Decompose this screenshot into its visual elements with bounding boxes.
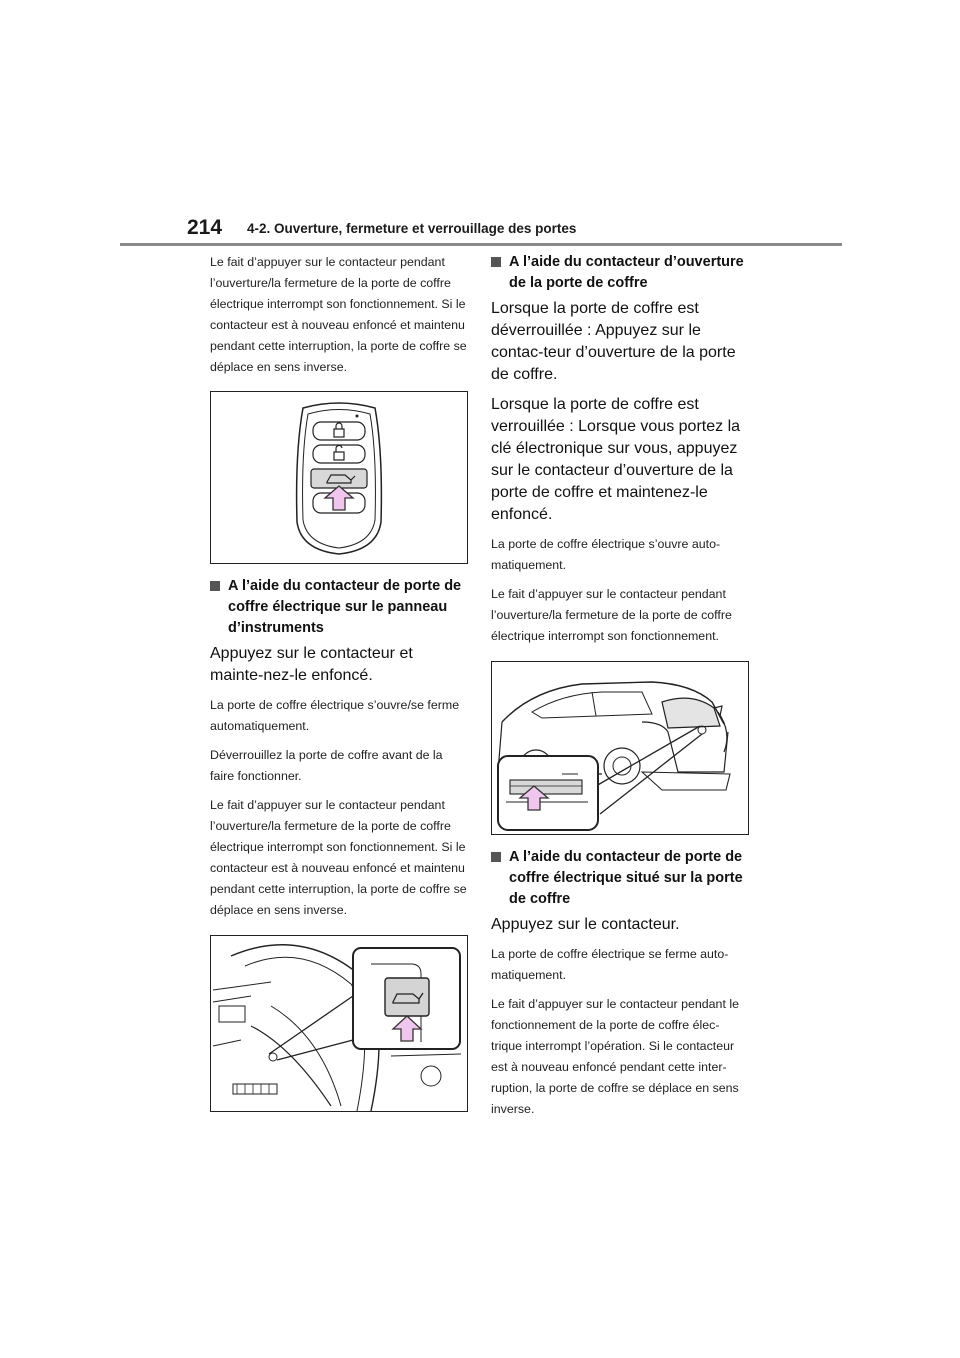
page-number: 214 bbox=[187, 216, 223, 239]
figure-instrument-panel bbox=[210, 935, 468, 1112]
instrument-panel-illustration bbox=[211, 936, 467, 1111]
note-unlock-first: Déverrouillez la porte de coffre avant de la faire fonctionner. bbox=[210, 748, 443, 783]
note-interrupt: Le fait d’appuyer sur le contacteur pendant l’ouverture/la fermeture de la porte de coffre électrique interrompt son fonctionnement. bbox=[491, 587, 732, 643]
figure-smart-key bbox=[210, 391, 468, 564]
header-rule bbox=[120, 243, 842, 246]
instruction-unlocked: Lorsque la porte de coffre est déverrouillée : Appuyez sur le contac-teur d’ouverture de la porte de coffre. bbox=[491, 300, 736, 383]
intro-paragraph: Le fait d’appuyer sur le contacteur pendant l’ouverture/la fermeture de la porte de coffre électrique interrompt son fonctionnement. Si le contacteur est à nouveau enfoncé et maintenu pendant cette interruption, la porte de coffre se déplace en sens inverse. bbox=[210, 255, 467, 374]
heading-text: A l’aide du contacteur d’ouverture de la porte de coffre bbox=[509, 254, 744, 291]
bullet-square-icon bbox=[491, 257, 501, 267]
left-column bbox=[210, 252, 468, 1120]
note-auto-open-close: La porte de coffre électrique s’ouvre/se ferme automatiquement. bbox=[210, 698, 460, 733]
rear-car-illustration bbox=[492, 662, 748, 834]
right-column bbox=[491, 252, 749, 1128]
heading-text: A l’aide du contacteur de porte de coffre électrique sur le panneau d’instruments bbox=[228, 578, 462, 636]
heading-instrument-switch bbox=[210, 576, 468, 639]
note-auto-open: La porte de coffre électrique s’ouvre auto-matiquement. bbox=[491, 537, 721, 572]
section-title: 4-2. Ouverture, fermeture et verrouillage des portes bbox=[247, 221, 577, 236]
heading-door-switch bbox=[491, 847, 749, 910]
figure-rear-car bbox=[491, 661, 749, 835]
instruction-hold-switch: Appuyez sur le contacteur et mainte-nez-le enfoncé. bbox=[210, 645, 413, 684]
heading-opener-switch bbox=[491, 252, 749, 294]
smart-key-illustration bbox=[211, 392, 467, 563]
bullet-square-icon bbox=[210, 581, 220, 591]
note-interrupt: Le fait d’appuyer sur le contacteur pendant l’ouverture/la fermeture de la porte de coffre électrique interrompt son fonctionnement. Si le contacteur est à nouveau enfoncé et maintenu pendant cette interruption, la porte de coffre se déplace en sens inverse. bbox=[210, 798, 467, 917]
heading-text: A l’aide du contacteur de porte de coffre électrique situé sur la porte de coffre bbox=[509, 849, 743, 907]
bullet-square-icon bbox=[491, 852, 501, 862]
instruction-locked: Lorsque la porte de coffre est verrouillée : Lorsque vous portez la clé électronique sur vous, appuyez sur le contacteur d’ouverture de la porte de coffre et maintenez-le enfoncé. bbox=[491, 396, 741, 523]
instruction-press-switch: Appuyez sur le contacteur. bbox=[491, 916, 680, 933]
note-auto-close: La porte de coffre électrique se ferme auto-matiquement. bbox=[491, 947, 729, 982]
note-interrupt-reverse: Le fait d’appuyer sur le contacteur pendant le fonctionnement de la porte de coffre élec-trique interrompt l’opération. Si le contacteur est à nouveau enfoncé pendant cette inter-ruption, la porte de coffre se déplace en sens inverse. bbox=[491, 997, 739, 1116]
